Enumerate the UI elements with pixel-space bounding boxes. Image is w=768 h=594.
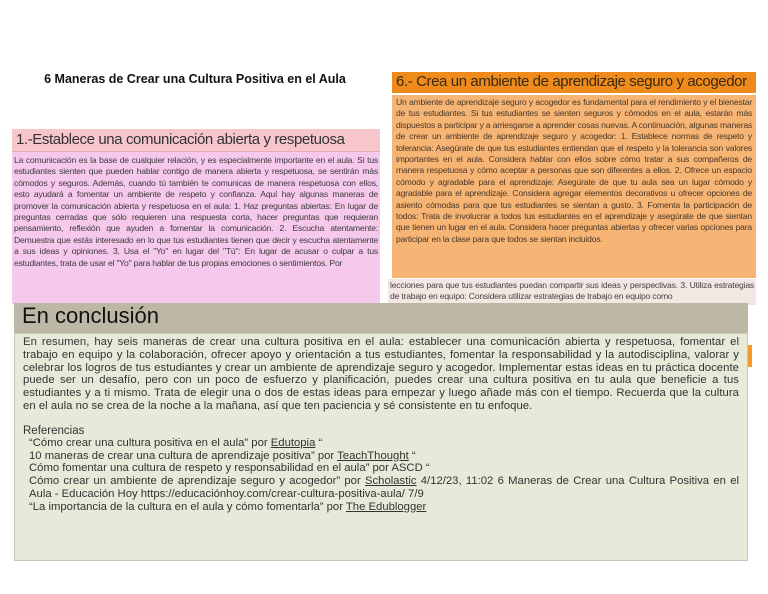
reference-item: Cómo crear un ambiente de aprendizaje seguro y acogedor” por Scholastic 4/12/23, 11:02 6 Maneras de Crear una Cultura Positiva en el Aula - Educación Hoy https://educaciónhoy.com/crear-cultura-positiva-aula/ 7/9 [29, 475, 739, 500]
reference-link-edutopia[interactable]: Edutopia [270, 436, 316, 449]
section1-heading: 1.-Establece una comunicación abierta y respetuosa [16, 131, 345, 148]
section6-body [392, 95, 756, 278]
orange-edge-decoration [748, 345, 752, 367]
section6-heading-bar [392, 72, 756, 93]
overlapped-text-strip [388, 279, 756, 305]
section1-heading-bar [12, 129, 380, 152]
section6-heading: 6.- Crea un ambiente de aprendizaje seguro y acogedor [396, 73, 747, 90]
reference-item: “Cómo crear una cultura positiva en el aula” por Edutopia “ [29, 436, 323, 449]
reference-link-edublogger[interactable]: The Edublogger [345, 500, 427, 513]
section6-text: Un ambiente de aprendizaje seguro y acogedor es fundamental para el rendimiento y el bienestar de tus estudiantes. Si tus estudiantes se sienten seguros y cómodos en el aula, estarán más dispuestos a participar y a arriesgarse a aprender cosas nuevas. A continuación, algunas maneras de crear un ambiente de aprendizaje seguro y acogedor: 1. Establece normas de respeto y tolerancia: Asegúrate de que tus estudiantes entiendan que el respeto y la tolerancia son valores importantes en el aula. Considera hablar con ellos sobre cómo tratar a sus compañeros de manera respetuosa y cómo aceptar a personas que son diferentes a ellos. 2. Ofrece un espacio cómodo y agradable para el aprendizaje: Asegúrate de que tu aula sea un lugar cómodo y agradable para el aprendizaje. Considera agregar elementos decorativos u ofrecer opciones de asiento cómodas para que tus estudiantes se sientan a gusto. 3. Fomenta la participación de todos: Trata de involucrar a todos tus estudiantes en el aprendizaje y asegúrate de que sientan que tienen un lugar en el aula. Considera hacer preguntas abiertas y ofrecer varias opciones para participar en la clase para que todos se sientan incluidos. [396, 97, 752, 244]
page-title: 6 Maneras de Crear una Cultura Positiva en el Aula [44, 72, 346, 86]
reference-item: 10 maneras de crear una cultura de aprendizaje positiva” por TeachThought “ [29, 449, 416, 462]
reference-item: “La importancia de la cultura en el aula y cómo fomentarla” por The Edublogger [29, 500, 427, 513]
reference-link-scholastic[interactable]: Scholastic [365, 475, 417, 488]
section1-text: La comunicación es la base de cualquier relación, y es especialmente importante en el aula. Si tus estudiantes sienten que pueden hablar contigo de manera abierta y respetuosa, se sentirán más cómodos y seguros. Además, cuando tú también te comunicas de manera respetuosa con ellos, esto ayudará a fomentar un ambiente de respeto y confianza. Aquí hay algunas maneras de promover la comunicación abierta y respetuosa en el aula: 1. Haz preguntas abiertas: En lugar de preguntas cerradas que sólo requieren una respuesta corta, hacer preguntas que requieran pensamiento, reflexión que ayuden a fomentar la comunicación. 2. Escucha atentamente: Demuestra que estás interesado en lo que tus estudiantes tienen que decir y escucha atentamente a sus ideas y opiniones. 3. Usa el "Yo" en lugar del "Tú": En lugar de acusar o culpar a tus estudiantes, trata de usar el "Yo" para hablar de tus propias emociones o sentimientos. Por [14, 155, 378, 268]
conclusion-heading-bar [14, 303, 748, 333]
conclusion-heading: En conclusión [22, 303, 159, 328]
references-title: Referencias [23, 424, 85, 437]
reference-item: Cómo fomentar una cultura de respeto y responsabilidad en el aula” por ASCD “ [29, 462, 430, 475]
conclusion-text: En resumen, hay seis maneras de crear una cultura positiva en el aula: establecer una comunicación abierta y respetuosa, fomentar el trabajo en equipo y la colaboración, ofrecer apoyo y orientación a tus estudiantes, fomentar la responsabilidad y la autodisciplina, valorar y celebrar los logros de tus estudiantes y crear un ambiente de aprendizaje seguro y acogedor. Implementar estas ideas en tu práctica docente puede ser un desafío, pero con un poco de esfuerzo y planificación, puedes crear una cultura positiva en tu aula que beneficie a tus estudiantes y a ti mismo. Trata de elegir una o dos de estas ideas para empezar y luego añade más con el tiempo. Recuerda que la cultura en el aula no se crea de la noche a la mañana, así que ten paciencia y sé consistente en tu enfoque. [23, 336, 739, 412]
section1-body [12, 152, 380, 304]
reference-link-teachthought[interactable]: TeachThought [337, 449, 409, 462]
conclusion-box [14, 333, 748, 561]
overlapped-text: lecciones para que tus estudiantes puedan compartir sus ideas y perspectivas. 3. Utiliza estrategias de trabajo en equipo: Considera utilizar estrategias de trabajo en equipo como [390, 280, 754, 301]
